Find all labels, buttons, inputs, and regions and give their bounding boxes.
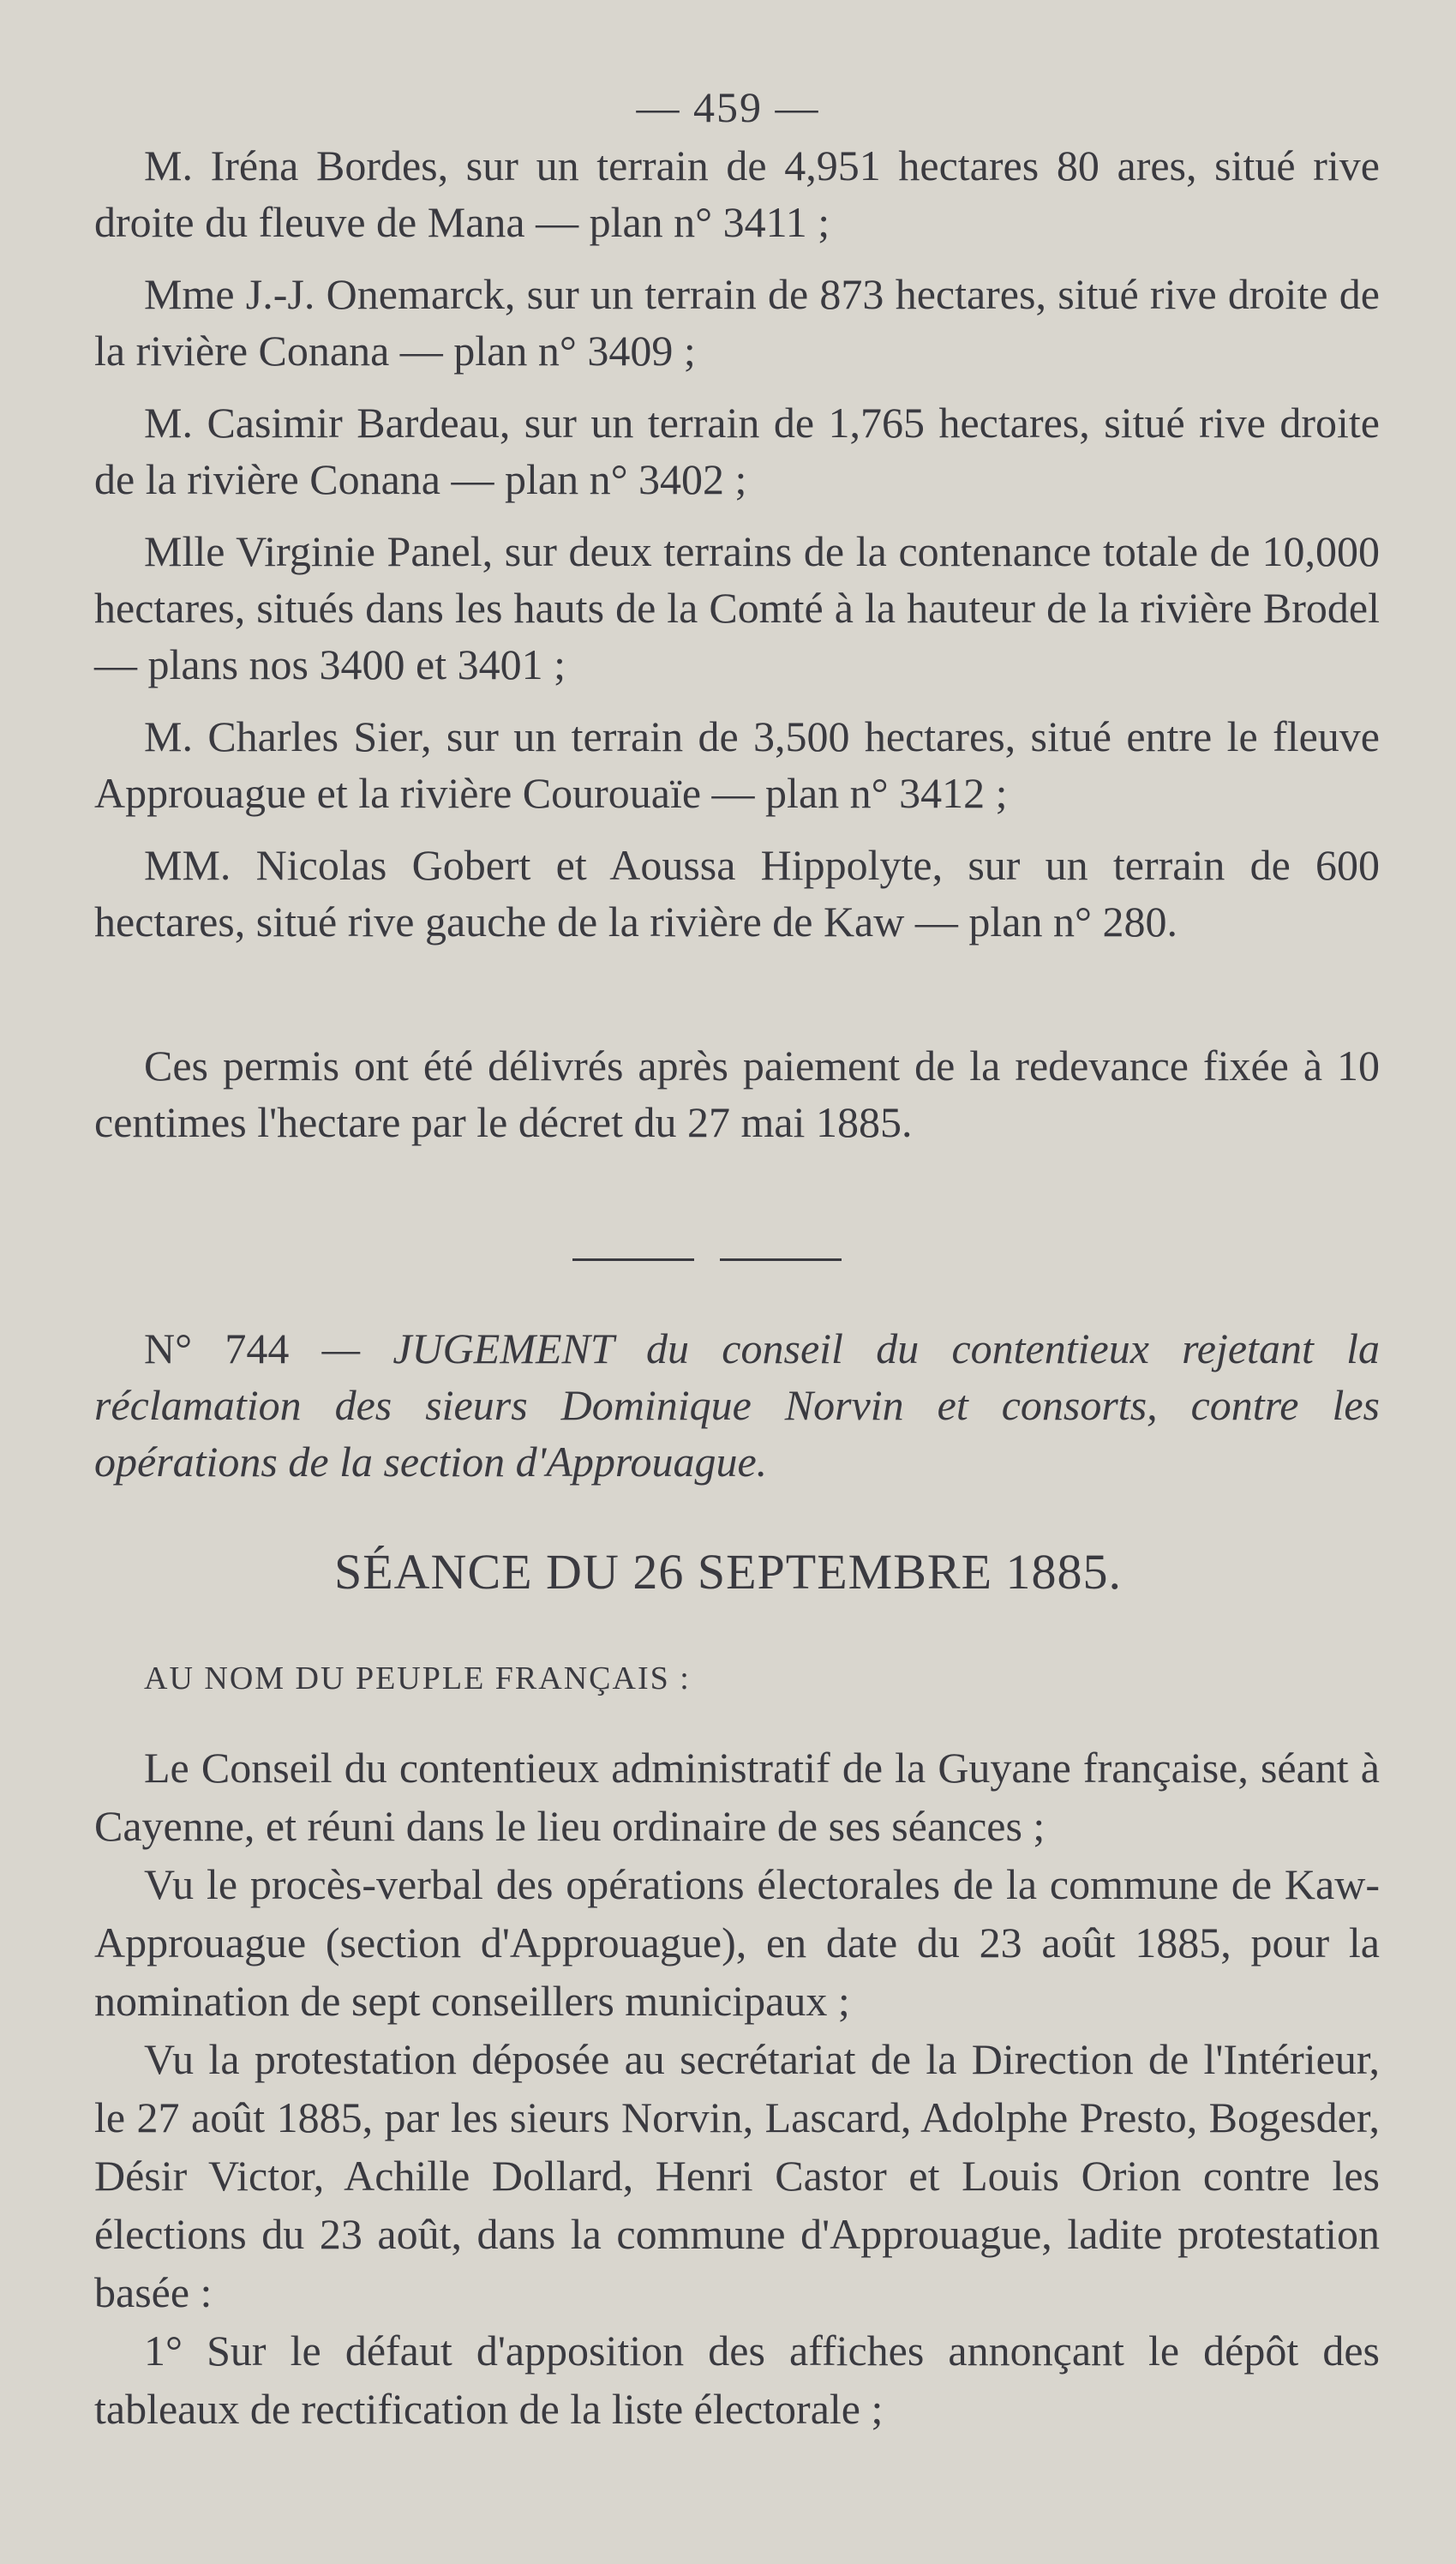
body-paragraph: Le Conseil du contentieux administratif de la Guyane française, séant à Cayenne, et réuni dans le lieu ordinaire de ses séances ; [94, 1744, 1380, 1850]
closing-paragraph: Ces permis ont été délivrés après paiement de la redevance fixée à 10 centimes l'hectare par le décret du 27 mai 1885. [94, 1042, 1380, 1146]
permit-entry: MM. Nicolas Gobert et Aoussa Hippolyte, sur un terrain de 600 hectares, situé rive gauche de la rivière de Kaw — plan n° 280. [94, 841, 1380, 946]
permit-entry: M. Casimir Bardeau, sur un terrain de 1,765 hectares, situé rive droite de la rivière Conana — plan n° 3402 ; [94, 399, 1380, 503]
permit-entry: Mlle Virginie Panel, sur deux terrains de la contenance totale de 10,000 hectares, situés dans les hauts de la Comté à la hauteur de la rivière Brodel — plans nos 3400 et 3401 ; [94, 527, 1380, 688]
permit-entry: M. Iréna Bordes, sur un terrain de 4,951 hectares 80 ares, situé rive droite du fleuve de Mana — plan n° 3411 ; [94, 141, 1380, 246]
au-nom-heading: AU NOM DU PEUPLE FRANÇAIS : [144, 1660, 691, 1696]
permit-entry: Mme J.-J. Onemarck, sur un terrain de 873 hectares, situé rive droite de la rivière Conana — plan n° 3409 ; [94, 270, 1380, 375]
body-paragraph: Vu le procès-verbal des opérations électorales de la commune de Kaw-Approuague (section d'Approuague), en date du 23 août 1885, pour la nomination de sept conseillers municipaux ; [94, 1860, 1380, 2025]
body-paragraph: Vu la protestation déposée au secrétariat de la Direction de l'Intérieur, le 27 août 1885, par les sieurs Norvin, Lascard, Adolphe Presto, Bogesder, Désir Victor, Achille Dollard, Henri Castor et Louis Orion contre les élections du 23 août, dans la commune d'Approuague, ladite protestation basée : [94, 2035, 1380, 2316]
separator-rule-right [720, 1258, 842, 1261]
permit-entry: M. Charles Sier, sur un terrain de 3,500 hectares, situé entre le fleuve Approuague et la rivière Courouaïe — plan n° 3412 ; [94, 712, 1380, 817]
closing-note-block [94, 1037, 1380, 1150]
judgment-title: — JUGEMENT du conseil du contentieux rejetant la réclamation des sieurs Dominique Norvin et consorts, contre les opérations de la section d'Approuague. [94, 1324, 1380, 1486]
separator-rule-left [572, 1258, 694, 1261]
session-date: SÉANCE DU 26 SEPTEMBRE 1885. [333, 1544, 1122, 1600]
body-paragraph: 1° Sur le défaut d'apposition des affiches annonçant le dépôt des tableaux de rectification de la liste électorale ; [94, 2327, 1380, 2433]
judgment-body [94, 1738, 1380, 2438]
permits-list [94, 137, 1380, 950]
page-number: — 459 — [636, 83, 820, 131]
judgment-heading [94, 1320, 1380, 1490]
judgment-number: N° 744 [144, 1324, 290, 1372]
